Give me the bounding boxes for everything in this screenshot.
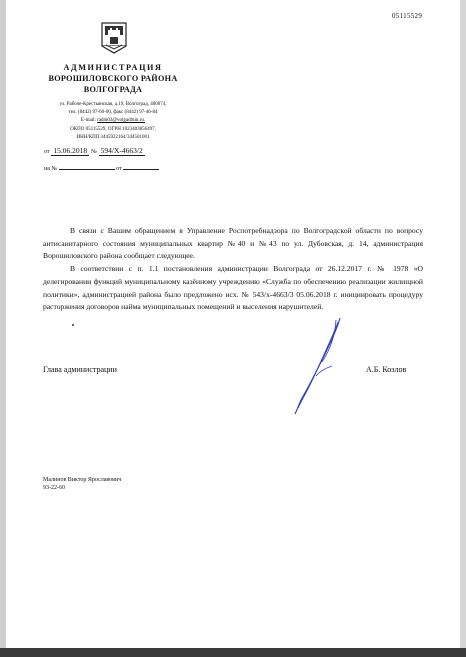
okpo: ОКПО 05115529, ОГРН 1023403856497, <box>70 126 156 132</box>
address: ул. Рабоче-Крестьянская, д.19, Волгоград, 400074, <box>59 102 167 107</box>
number-sign: № <box>91 149 97 155</box>
paragraph-2: В соответствии с п. 1.1 постановления администрации Волгограда от 26.12.2017 г. № 1978 «О делегировании функций муниципальному казённому учреждению «Служба по обеспечению реализации жилищной политики», администрацией района было предложено исх. № 543/х-4663/3 05.06.2018 г. инициировать процедуру расторжения договоров найма муниципальных помещений и выселения нарушителей. <box>43 264 423 312</box>
ref-number-blank <box>59 163 115 170</box>
scan-bottom-edge <box>0 648 466 657</box>
ref-prefix: на № <box>44 166 58 172</box>
ref-from: от <box>116 166 122 172</box>
date-prefix: от <box>44 149 50 155</box>
registration-date: 15.06.2018 <box>53 146 88 155</box>
scan-speck <box>72 324 74 326</box>
handwritten-signature <box>292 316 344 416</box>
reference-line <box>44 163 159 172</box>
coat-of-arms-emblem <box>101 22 127 54</box>
inn-kpp: ИНН/КПП 3445922164/344501001 <box>76 134 150 140</box>
registration-line <box>44 146 145 156</box>
signatory-title: Глава администрации <box>43 365 117 374</box>
fax: факс (8442) 97-46-84 <box>113 110 158 116</box>
scan-left-edge <box>0 0 6 657</box>
email-line <box>28 117 198 125</box>
organization-name <box>28 62 198 95</box>
registration-number: 594/Х-4663/2 <box>100 146 143 155</box>
email-prefix: E-mail: <box>80 118 98 124</box>
paragraph-1: В связи с Вашим обращением в Управление Роспотребнадзора по Волгоградской области по вопросу антисанитарного состояния муниципальных квартир №40 и №43 по ул. Дубовская, д. 14, администрация Ворошиловского района сообщает следующее. <box>43 226 423 261</box>
signatory-name: А.Б. Козлов <box>366 365 407 374</box>
scan-right-edge <box>460 0 466 657</box>
letter-body <box>43 225 423 314</box>
org-line-1: АДМИНИСТРАЦИЯ <box>63 63 163 72</box>
executor-phone: 93-22-60 <box>43 485 65 491</box>
email-link[interactable]: radm03@volgadmin.ru. <box>97 118 146 124</box>
ref-date-blank <box>123 163 159 170</box>
executor-block <box>43 476 121 492</box>
document-number: 05115529 <box>392 12 423 20</box>
phone-fax-line <box>28 109 198 117</box>
contact-block <box>28 101 198 142</box>
org-line-2: ВОРОШИЛОВСКОГО РАЙОНА <box>48 74 178 83</box>
phone: тел. (8442) 97-60-00, <box>68 110 114 116</box>
executor-name: Малинов Виктор Ярославович <box>43 477 122 483</box>
org-line-3: ВОЛГОГРАДА <box>83 85 143 94</box>
